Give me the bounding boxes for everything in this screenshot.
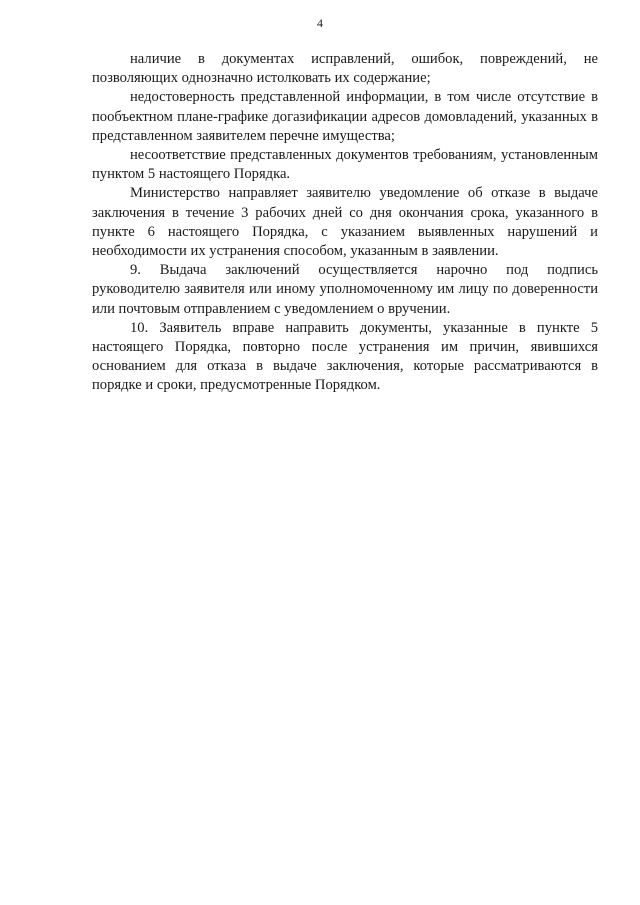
page-number: 4 (317, 16, 323, 30)
document-body (92, 50, 598, 396)
paragraph-refusal-notice: Министерство направляет заявителю уведомление об отказе в выдаче заключения в течение 3 рабочих дней со дня окончания срока, указанного в пункте 6 настоящего Порядка, с указанием выявленных нарушений и необходимости их устранения способом, указанным в заявлении. (92, 185, 598, 260)
paragraph-item-9: 9. Выдача заключений осуществляется нарочно под подпись руководителю заявителя или иному уполномоченному им лицу по доверенности или почтовым отправлением с уведомлением о вручении. (92, 262, 598, 317)
paragraph-item-10: 10. Заявитель вправе направить документы, указанные в пункте 5 настоящего Порядка, повторно после устранения им причин, явившихся основанием для отказа в выдаче заключения, которые рассматриваются в порядке и сроки, предусмотренные Порядком. (92, 319, 598, 394)
paragraph-unreliable-info: недостоверность представленной информации, в том числе отсутствие в пообъектном плане-графике догазификации адресов домовладений, указанных в представленном заявителем перечне имущества; (92, 89, 598, 144)
paragraph-corrections: наличие в документах исправлений, ошибок, повреждений, не позволяющих однозначно истолковать их содержание; (92, 51, 598, 87)
paragraph-nonconformity: несоответствие представленных документов требованиям, установленным пунктом 5 настоящего Порядка. (92, 147, 598, 183)
